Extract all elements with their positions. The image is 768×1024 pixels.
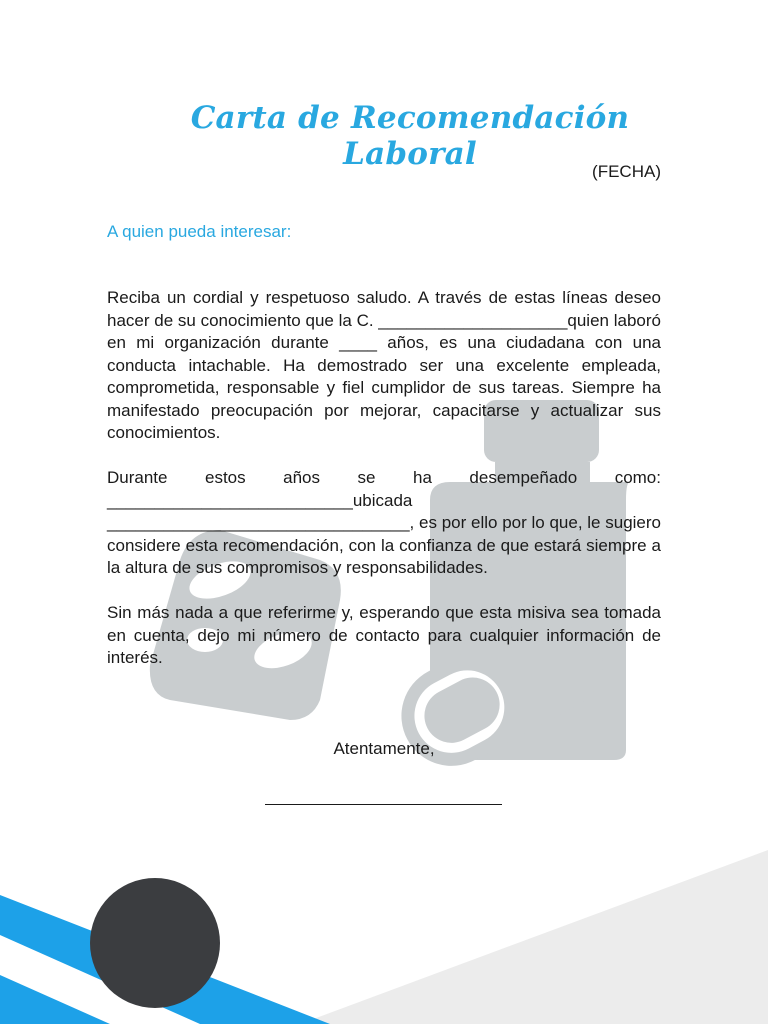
paragraph-closing: Sin más nada a que referirme y, esperando que esta misiva sea tomada en cuenta, dejo mi número de contacto para cualquier información de interés.: [107, 603, 661, 667]
paragraph-role: Durante estos años se ha desempeñado como: __________________________ubicada ________________________________, es por ello por lo que, le sugiero considere esta recomendación, con la confianza de que estará siempre a la altura de sus compromisos y responsabilidades.: [107, 468, 661, 577]
paragraph-intro: Reciba un cordial y respetuoso saludo. A través de estas líneas deseo hacer de su conocimiento que la C. ____________________quien laboró en mi organización durante ____ años, es una ciudadana con una conducta intachable. Ha demostrado ser una excelente empleada, comprometida, responsable y fiel cumplidor de sus tareas. Siempre ha manifestado preocupación por mejorar, capacitarse y actualizar sus conocimientos.: [107, 288, 661, 442]
signature-line: [265, 790, 502, 805]
letter-date: (FECHA): [592, 162, 661, 181]
letter-closing: Atentamente,: [333, 739, 435, 758]
letter-title: Carta de Recomendación Laboral: [190, 100, 630, 172]
letter-greeting: A quien pueda interesar:: [107, 222, 292, 241]
letter-body: [107, 287, 661, 692]
